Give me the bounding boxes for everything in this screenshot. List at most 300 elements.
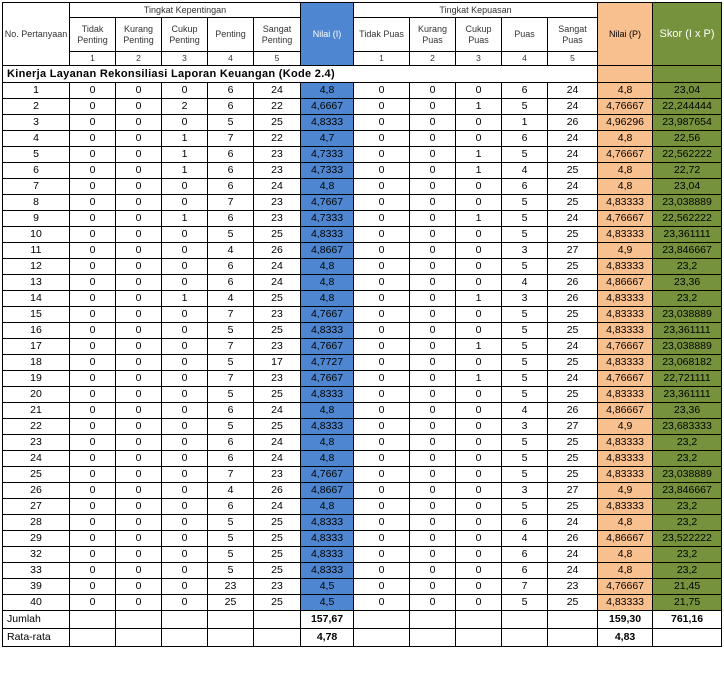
skor-cell: 23,068182 xyxy=(653,355,722,371)
nilai-i-cell: 4,8333 xyxy=(301,547,354,563)
importance-col-header: Kurang Penting xyxy=(116,18,162,52)
tidak-puas-cell: 0 xyxy=(354,467,410,483)
kurang-penting-cell: 0 xyxy=(116,371,162,387)
penting-cell: 5 xyxy=(208,115,254,131)
sangat-puas-cell: 26 xyxy=(548,291,598,307)
nilai-i-cell: 4,8 xyxy=(301,179,354,195)
nilai-i-cell: 4,8 xyxy=(301,403,354,419)
puas-cell: 5 xyxy=(502,211,548,227)
table-row xyxy=(3,211,722,227)
penting-cell: 6 xyxy=(208,163,254,179)
cukup-puas-cell: 0 xyxy=(456,595,502,611)
rata-rata-nilai-i: 4,78 xyxy=(301,629,354,647)
nilai-p-header: Nilai (P) xyxy=(598,3,653,66)
nilai-p-cell: 4,83333 xyxy=(598,467,653,483)
kurang-puas-cell: 0 xyxy=(410,195,456,211)
importance-col-header: Cukup Penting xyxy=(162,18,208,52)
cukup-puas-cell: 1 xyxy=(456,371,502,387)
row-number-cell: 25 xyxy=(3,467,70,483)
kurang-penting-cell: 0 xyxy=(116,275,162,291)
row-number-cell: 2 xyxy=(3,99,70,115)
nilai-i-cell: 4,7667 xyxy=(301,371,354,387)
sangat-puas-cell: 24 xyxy=(548,547,598,563)
importance-scale-number: 4 xyxy=(208,52,254,66)
kurang-penting-cell: 0 xyxy=(116,291,162,307)
sangat-puas-cell: 26 xyxy=(548,115,598,131)
cukup-puas-cell: 0 xyxy=(456,387,502,403)
survey-table xyxy=(2,2,722,647)
skor-cell: 23,36 xyxy=(653,275,722,291)
kurang-penting-cell: 0 xyxy=(116,467,162,483)
jumlah-nilai-p: 159,30 xyxy=(598,611,653,629)
puas-cell: 1 xyxy=(502,115,548,131)
cukup-puas-cell: 0 xyxy=(456,419,502,435)
cukup-puas-cell: 0 xyxy=(456,499,502,515)
cukup-penting-cell: 0 xyxy=(162,307,208,323)
nilai-p-cell: 4,83333 xyxy=(598,291,653,307)
kurang-puas-cell: 0 xyxy=(410,483,456,499)
tidak-penting-cell: 0 xyxy=(70,307,116,323)
sangat-puas-cell: 25 xyxy=(548,467,598,483)
nilai-p-cell: 4,83333 xyxy=(598,307,653,323)
puas-cell: 5 xyxy=(502,499,548,515)
skor-cell: 23,038889 xyxy=(653,307,722,323)
satisfaction-scale-number: 4 xyxy=(502,52,548,66)
puas-cell: 3 xyxy=(502,243,548,259)
nilai-i-cell: 4,8 xyxy=(301,291,354,307)
tidak-puas-cell: 0 xyxy=(354,595,410,611)
puas-cell: 5 xyxy=(502,227,548,243)
sangat-penting-cell: 26 xyxy=(254,243,301,259)
nilai-i-cell: 4,8333 xyxy=(301,115,354,131)
table-row xyxy=(3,387,722,403)
penting-cell: 6 xyxy=(208,99,254,115)
nilai-p-cell: 4,86667 xyxy=(598,275,653,291)
kurang-penting-cell: 0 xyxy=(116,451,162,467)
nilai-i-cell: 4,8 xyxy=(301,435,354,451)
kurang-puas-cell: 0 xyxy=(410,515,456,531)
tidak-penting-cell: 0 xyxy=(70,291,116,307)
sangat-penting-cell: 24 xyxy=(254,275,301,291)
cukup-penting-cell: 0 xyxy=(162,227,208,243)
row-number-cell: 32 xyxy=(3,547,70,563)
penting-cell: 6 xyxy=(208,275,254,291)
row-number-cell: 27 xyxy=(3,499,70,515)
nilai-i-cell: 4,8333 xyxy=(301,515,354,531)
skor-cell: 23,2 xyxy=(653,547,722,563)
tidak-penting-cell: 0 xyxy=(70,451,116,467)
nilai-i-cell: 4,8667 xyxy=(301,243,354,259)
puas-cell: 5 xyxy=(502,371,548,387)
cukup-penting-cell: 1 xyxy=(162,291,208,307)
tidak-puas-cell: 0 xyxy=(354,115,410,131)
sangat-puas-cell: 25 xyxy=(548,227,598,243)
penting-cell: 5 xyxy=(208,355,254,371)
sangat-penting-cell: 23 xyxy=(254,163,301,179)
skor-cell: 23,038889 xyxy=(653,195,722,211)
row-number-cell: 33 xyxy=(3,563,70,579)
skor-cell: 23,987654 xyxy=(653,115,722,131)
puas-cell: 5 xyxy=(502,147,548,163)
sangat-puas-cell: 27 xyxy=(548,243,598,259)
tidak-puas-cell: 0 xyxy=(354,531,410,547)
table-footer xyxy=(3,611,722,647)
cukup-puas-cell: 0 xyxy=(456,195,502,211)
cukup-puas-cell: 0 xyxy=(456,531,502,547)
nilai-p-cell: 4,76667 xyxy=(598,99,653,115)
cukup-penting-cell: 0 xyxy=(162,531,208,547)
sangat-penting-cell: 25 xyxy=(254,419,301,435)
skor-cell: 23,2 xyxy=(653,499,722,515)
puas-cell: 4 xyxy=(502,163,548,179)
cukup-penting-cell: 0 xyxy=(162,115,208,131)
kurang-penting-cell: 0 xyxy=(116,339,162,355)
skor-cell: 23,038889 xyxy=(653,339,722,355)
empty-cell xyxy=(502,611,548,629)
nilai-p-cell: 4,76667 xyxy=(598,371,653,387)
row-number-cell: 23 xyxy=(3,435,70,451)
sangat-puas-cell: 27 xyxy=(548,419,598,435)
kurang-puas-cell: 0 xyxy=(410,83,456,99)
satisfaction-group-header: Tingkat Kepuasan xyxy=(354,3,598,18)
kurang-penting-cell: 0 xyxy=(116,211,162,227)
kurang-puas-cell: 0 xyxy=(410,291,456,307)
nilai-i-cell: 4,8333 xyxy=(301,387,354,403)
cukup-puas-cell: 1 xyxy=(456,291,502,307)
row-number-cell: 11 xyxy=(3,243,70,259)
skor-cell: 23,2 xyxy=(653,435,722,451)
skor-cell: 23,846667 xyxy=(653,483,722,499)
cukup-puas-cell: 0 xyxy=(456,323,502,339)
skor-cell: 23,04 xyxy=(653,179,722,195)
sangat-penting-cell: 23 xyxy=(254,579,301,595)
puas-cell: 6 xyxy=(502,131,548,147)
row-number-cell: 1 xyxy=(3,83,70,99)
cukup-puas-cell: 0 xyxy=(456,515,502,531)
cukup-puas-cell: 0 xyxy=(456,547,502,563)
skor-cell: 23,361111 xyxy=(653,227,722,243)
importance-col-header: Penting xyxy=(208,18,254,52)
nilai-i-cell: 4,7667 xyxy=(301,195,354,211)
table-row xyxy=(3,371,722,387)
empty-cell xyxy=(410,629,456,647)
cukup-puas-cell: 0 xyxy=(456,355,502,371)
empty-cell xyxy=(502,629,548,647)
nilai-i-cell: 4,8 xyxy=(301,83,354,99)
nilai-p-cell: 4,8 xyxy=(598,179,653,195)
nilai-p-cell: 4,8 xyxy=(598,131,653,147)
table-row xyxy=(3,531,722,547)
tidak-puas-cell: 0 xyxy=(354,99,410,115)
tidak-penting-cell: 0 xyxy=(70,259,116,275)
kurang-penting-cell: 0 xyxy=(116,483,162,499)
sangat-puas-cell: 24 xyxy=(548,179,598,195)
nilai-p-cell: 4,83333 xyxy=(598,499,653,515)
nilai-i-cell: 4,7 xyxy=(301,131,354,147)
empty-cell xyxy=(70,611,116,629)
sangat-penting-cell: 25 xyxy=(254,323,301,339)
tidak-penting-cell: 0 xyxy=(70,195,116,211)
cukup-penting-cell: 0 xyxy=(162,195,208,211)
table-row xyxy=(3,195,722,211)
table-row xyxy=(3,403,722,419)
tidak-puas-cell: 0 xyxy=(354,483,410,499)
sangat-penting-cell: 25 xyxy=(254,563,301,579)
puas-cell: 5 xyxy=(502,323,548,339)
table-row xyxy=(3,435,722,451)
importance-col-header: Sangat Penting xyxy=(254,18,301,52)
sangat-penting-cell: 24 xyxy=(254,403,301,419)
tidak-puas-cell: 0 xyxy=(354,131,410,147)
cukup-puas-cell: 0 xyxy=(456,483,502,499)
tidak-puas-cell: 0 xyxy=(354,403,410,419)
sangat-penting-cell: 25 xyxy=(254,291,301,307)
tidak-penting-cell: 0 xyxy=(70,323,116,339)
row-number-cell: 14 xyxy=(3,291,70,307)
jumlah-nilai-i: 157,67 xyxy=(301,611,354,629)
tidak-penting-cell: 0 xyxy=(70,275,116,291)
kurang-puas-cell: 0 xyxy=(410,419,456,435)
nilai-i-cell: 4,6667 xyxy=(301,99,354,115)
empty-cell xyxy=(208,611,254,629)
empty-cell xyxy=(456,629,502,647)
cukup-puas-cell: 0 xyxy=(456,579,502,595)
kurang-penting-cell: 0 xyxy=(116,403,162,419)
sangat-penting-cell: 23 xyxy=(254,147,301,163)
kurang-puas-cell: 0 xyxy=(410,115,456,131)
empty-cell xyxy=(162,611,208,629)
row-number-cell: 8 xyxy=(3,195,70,211)
kurang-penting-cell: 0 xyxy=(116,531,162,547)
tidak-puas-cell: 0 xyxy=(354,579,410,595)
sangat-puas-cell: 25 xyxy=(548,307,598,323)
penting-cell: 25 xyxy=(208,595,254,611)
kurang-puas-cell: 0 xyxy=(410,163,456,179)
nilai-i-cell: 4,5 xyxy=(301,595,354,611)
cukup-puas-cell: 0 xyxy=(456,83,502,99)
kurang-penting-cell: 0 xyxy=(116,259,162,275)
table-row xyxy=(3,419,722,435)
row-number-cell: 40 xyxy=(3,595,70,611)
row-number-cell: 20 xyxy=(3,387,70,403)
tidak-penting-cell: 0 xyxy=(70,419,116,435)
nilai-i-cell: 4,8 xyxy=(301,275,354,291)
tidak-puas-cell: 0 xyxy=(354,291,410,307)
nilai-p-cell: 4,83333 xyxy=(598,595,653,611)
tidak-penting-cell: 0 xyxy=(70,147,116,163)
cukup-puas-cell: 1 xyxy=(456,339,502,355)
skor-cell: 21,75 xyxy=(653,595,722,611)
tidak-penting-cell: 0 xyxy=(70,179,116,195)
sangat-penting-cell: 17 xyxy=(254,355,301,371)
empty-cell xyxy=(116,629,162,647)
tidak-penting-cell: 0 xyxy=(70,483,116,499)
sangat-puas-cell: 25 xyxy=(548,499,598,515)
table-row xyxy=(3,227,722,243)
kurang-penting-cell: 0 xyxy=(116,435,162,451)
sangat-penting-cell: 23 xyxy=(254,211,301,227)
nilai-p-cell: 4,9 xyxy=(598,483,653,499)
empty-cell xyxy=(70,629,116,647)
tidak-penting-cell: 0 xyxy=(70,371,116,387)
sangat-puas-cell: 24 xyxy=(548,211,598,227)
satisfaction-scale-number: 1 xyxy=(354,52,410,66)
row-number-cell: 3 xyxy=(3,115,70,131)
penting-cell: 5 xyxy=(208,515,254,531)
cukup-penting-cell: 0 xyxy=(162,243,208,259)
sangat-penting-cell: 22 xyxy=(254,131,301,147)
sangat-penting-cell: 25 xyxy=(254,115,301,131)
sangat-penting-cell: 24 xyxy=(254,451,301,467)
puas-cell: 3 xyxy=(502,291,548,307)
kurang-puas-cell: 0 xyxy=(410,563,456,579)
cukup-puas-cell: 1 xyxy=(456,99,502,115)
row-number-cell: 7 xyxy=(3,179,70,195)
nilai-p-cell: 4,83333 xyxy=(598,451,653,467)
nilai-i-cell: 4,8 xyxy=(301,499,354,515)
puas-cell: 3 xyxy=(502,419,548,435)
kurang-puas-cell: 0 xyxy=(410,211,456,227)
kurang-puas-cell: 0 xyxy=(410,387,456,403)
rata-rata-label: Rata-rata xyxy=(3,629,70,647)
nilai-i-cell: 4,8 xyxy=(301,451,354,467)
importance-group-header: Tingkat Kepentingan xyxy=(70,3,301,18)
cukup-puas-cell: 0 xyxy=(456,275,502,291)
empty-cell xyxy=(354,629,410,647)
tidak-penting-cell: 0 xyxy=(70,355,116,371)
empty-cell xyxy=(548,629,598,647)
table-row xyxy=(3,179,722,195)
row-number-cell: 24 xyxy=(3,451,70,467)
nilai-i-cell: 4,7333 xyxy=(301,147,354,163)
cukup-penting-cell: 0 xyxy=(162,403,208,419)
kurang-puas-cell: 0 xyxy=(410,227,456,243)
table-row xyxy=(3,499,722,515)
row-number-cell: 39 xyxy=(3,579,70,595)
tidak-puas-cell: 0 xyxy=(354,547,410,563)
cukup-penting-cell: 2 xyxy=(162,99,208,115)
skor-header: Skor (I x P) xyxy=(653,3,722,66)
nilai-i-cell: 4,8333 xyxy=(301,531,354,547)
nilai-p-cell: 4,83333 xyxy=(598,435,653,451)
cukup-puas-cell: 1 xyxy=(456,163,502,179)
nilai-i-cell: 4,8333 xyxy=(301,419,354,435)
empty-cell xyxy=(354,611,410,629)
row-number-cell: 28 xyxy=(3,515,70,531)
puas-cell: 6 xyxy=(502,179,548,195)
nilai-p-cell: 4,9 xyxy=(598,419,653,435)
skor-cell: 21,45 xyxy=(653,579,722,595)
empty-cell xyxy=(254,611,301,629)
satisfaction-col-header: Cukup Puas xyxy=(456,18,502,52)
kurang-puas-cell: 0 xyxy=(410,371,456,387)
sangat-penting-cell: 25 xyxy=(254,595,301,611)
skor-cell: 22,721111 xyxy=(653,371,722,387)
skor-cell: 23,522222 xyxy=(653,531,722,547)
row-number-cell: 29 xyxy=(3,531,70,547)
table-row xyxy=(3,99,722,115)
puas-cell: 6 xyxy=(502,563,548,579)
tidak-puas-cell: 0 xyxy=(354,515,410,531)
puas-cell: 4 xyxy=(502,403,548,419)
puas-cell: 5 xyxy=(502,467,548,483)
kurang-penting-cell: 0 xyxy=(116,243,162,259)
skor-cell: 23,2 xyxy=(653,563,722,579)
nilai-p-cell: 4,86667 xyxy=(598,531,653,547)
kurang-puas-cell: 0 xyxy=(410,531,456,547)
empty-cell xyxy=(208,629,254,647)
skor-cell: 23,361111 xyxy=(653,387,722,403)
sangat-penting-cell: 24 xyxy=(254,83,301,99)
jumlah-label: Jumlah xyxy=(3,611,70,629)
nilai-i-cell: 4,7333 xyxy=(301,211,354,227)
nilai-p-cell: 4,83333 xyxy=(598,195,653,211)
table-row xyxy=(3,115,722,131)
empty-cell xyxy=(548,611,598,629)
cukup-penting-cell: 0 xyxy=(162,259,208,275)
penting-cell: 6 xyxy=(208,403,254,419)
row-number-cell: 16 xyxy=(3,323,70,339)
kurang-puas-cell: 0 xyxy=(410,179,456,195)
skor-cell: 22,244444 xyxy=(653,99,722,115)
penting-cell: 7 xyxy=(208,307,254,323)
row-number-cell: 5 xyxy=(3,147,70,163)
nilai-p-cell: 4,83333 xyxy=(598,387,653,403)
nilai-p-cell: 4,83333 xyxy=(598,323,653,339)
sangat-penting-cell: 25 xyxy=(254,515,301,531)
kurang-penting-cell: 0 xyxy=(116,547,162,563)
sangat-penting-cell: 23 xyxy=(254,467,301,483)
skor-cell: 23,683333 xyxy=(653,419,722,435)
row-number-cell: 15 xyxy=(3,307,70,323)
kurang-puas-cell: 0 xyxy=(410,579,456,595)
puas-cell: 6 xyxy=(502,547,548,563)
table-header xyxy=(3,3,722,83)
table-row xyxy=(3,131,722,147)
rata-rata-nilai-p: 4,83 xyxy=(598,629,653,647)
tidak-puas-cell: 0 xyxy=(354,355,410,371)
row-number-cell: 17 xyxy=(3,339,70,355)
kurang-penting-cell: 0 xyxy=(116,499,162,515)
penting-cell: 6 xyxy=(208,499,254,515)
penting-cell: 7 xyxy=(208,467,254,483)
row-number-cell: 6 xyxy=(3,163,70,179)
sangat-puas-cell: 24 xyxy=(548,131,598,147)
penting-cell: 7 xyxy=(208,339,254,355)
cukup-penting-cell: 0 xyxy=(162,419,208,435)
penting-cell: 6 xyxy=(208,451,254,467)
sangat-penting-cell: 24 xyxy=(254,179,301,195)
sangat-penting-cell: 25 xyxy=(254,547,301,563)
skor-cell: 23,2 xyxy=(653,291,722,307)
nilai-p-cell: 4,76667 xyxy=(598,147,653,163)
nilai-p-cell: 4,86667 xyxy=(598,403,653,419)
nilai-i-cell: 4,7667 xyxy=(301,339,354,355)
kurang-puas-cell: 0 xyxy=(410,131,456,147)
penting-cell: 6 xyxy=(208,259,254,275)
skor-cell: 23,04 xyxy=(653,83,722,99)
cukup-penting-cell: 0 xyxy=(162,435,208,451)
cukup-penting-cell: 1 xyxy=(162,131,208,147)
table-row xyxy=(3,275,722,291)
penting-cell: 6 xyxy=(208,435,254,451)
cukup-penting-cell: 0 xyxy=(162,515,208,531)
puas-cell: 5 xyxy=(502,435,548,451)
tidak-penting-cell: 0 xyxy=(70,227,116,243)
kurang-penting-cell: 0 xyxy=(116,83,162,99)
tidak-penting-cell: 0 xyxy=(70,563,116,579)
kurang-penting-cell: 0 xyxy=(116,419,162,435)
